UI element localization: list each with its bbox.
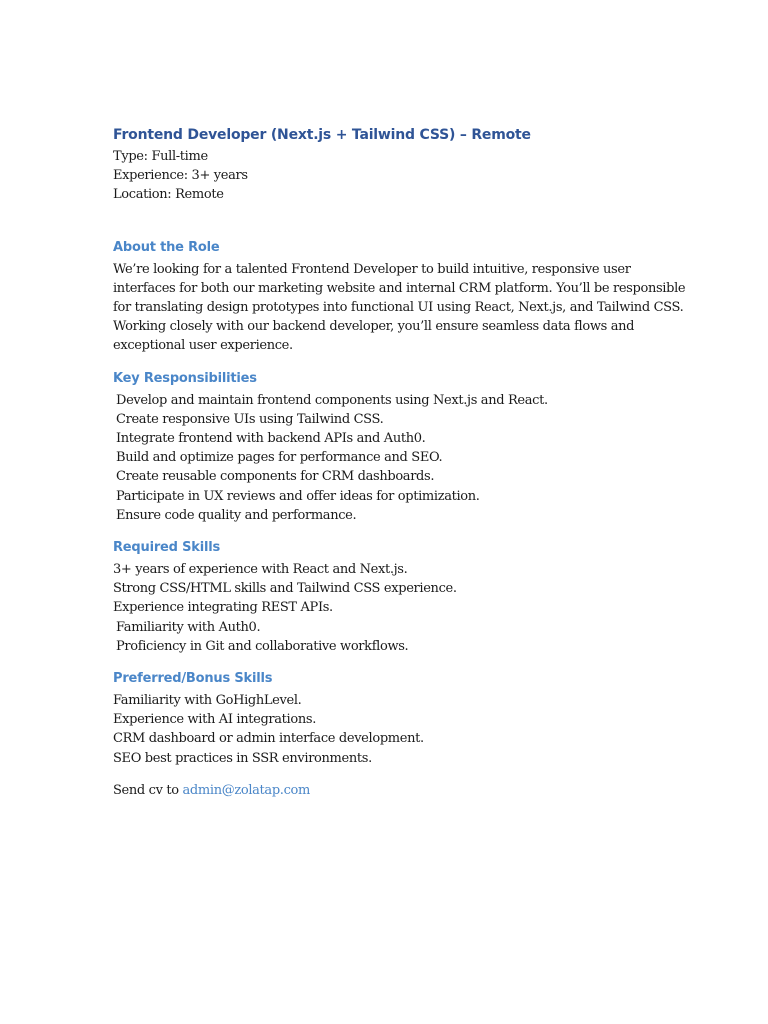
about-line: Working closely with our backend developer, you’ll ensure seamless data flows and	[113, 319, 635, 335]
list-item: Familiarity with Auth0.	[116, 619, 261, 635]
list-item: SEO best practices in SSR environments.	[113, 750, 372, 766]
contact-email-link[interactable]: admin@zolatap.com	[182, 782, 310, 798]
job-type: Type: Full-time	[113, 149, 208, 164]
list-item: Experience integrating REST APIs.	[113, 600, 333, 616]
list-item: Proficiency in Git and collaborative workflows.	[116, 638, 409, 654]
list-item: Create reusable components for CRM dashboards.	[116, 469, 435, 485]
job-experience: Experience: 3+ years	[113, 168, 248, 184]
preferred-skills-heading: Preferred/Bonus Skills	[113, 671, 273, 687]
about-line: exceptional user experience.	[113, 338, 293, 354]
spacer	[113, 525, 658, 538]
about-paragraph	[113, 260, 686, 356]
responsibilities-list	[113, 391, 658, 525]
responsibilities-heading: Key Responsibilities	[113, 370, 257, 386]
list-item: Build and optimize pages for performance and SEO.	[116, 450, 443, 466]
spacer	[113, 656, 658, 669]
list-item: CRM dashboard or admin interface development.	[113, 731, 424, 747]
preferred-skills-list	[113, 691, 658, 768]
list-item: 3+ years of experience with React and Next.js.	[113, 562, 408, 578]
contact-line	[113, 781, 658, 800]
list-item: Strong CSS/HTML skills and Tailwind CSS experience.	[113, 581, 457, 597]
list-item: Familiarity with GoHighLevel.	[113, 693, 302, 709]
about-line: interfaces for both our marketing website and internal CRM platform. You’ll be responsible	[113, 280, 686, 296]
about-line: for translating design prototypes into functional UI using React, Next.js, and Tailwind CSS.	[113, 300, 684, 316]
spacer	[113, 205, 658, 238]
required-skills-heading: Required Skills	[113, 540, 221, 556]
required-skills-list	[113, 560, 658, 656]
list-item: Create responsive UIs using Tailwind CSS.	[116, 411, 384, 427]
list-item: Integrate frontend with backend APIs and Auth0.	[116, 431, 426, 447]
job-posting-document	[113, 125, 686, 800]
about-heading: About the Role	[113, 239, 220, 255]
list-item: Develop and maintain frontend components using Next.js and React.	[116, 392, 548, 408]
about-line: We’re looking for a talented Frontend Developer to build intuitive, responsive user	[113, 261, 631, 277]
spacer	[113, 356, 658, 369]
list-item: Experience with AI integrations.	[113, 712, 316, 728]
list-item: Participate in UX reviews and offer ideas for optimization.	[116, 488, 480, 504]
job-location: Location: Remote	[113, 187, 224, 203]
contact-prefix: Send cv to	[113, 782, 183, 798]
spacer	[113, 768, 658, 781]
list-item: Ensure code quality and performance.	[116, 507, 357, 523]
job-title: Frontend Developer (Next.js + Tailwind CSS) – Remote	[113, 127, 531, 143]
